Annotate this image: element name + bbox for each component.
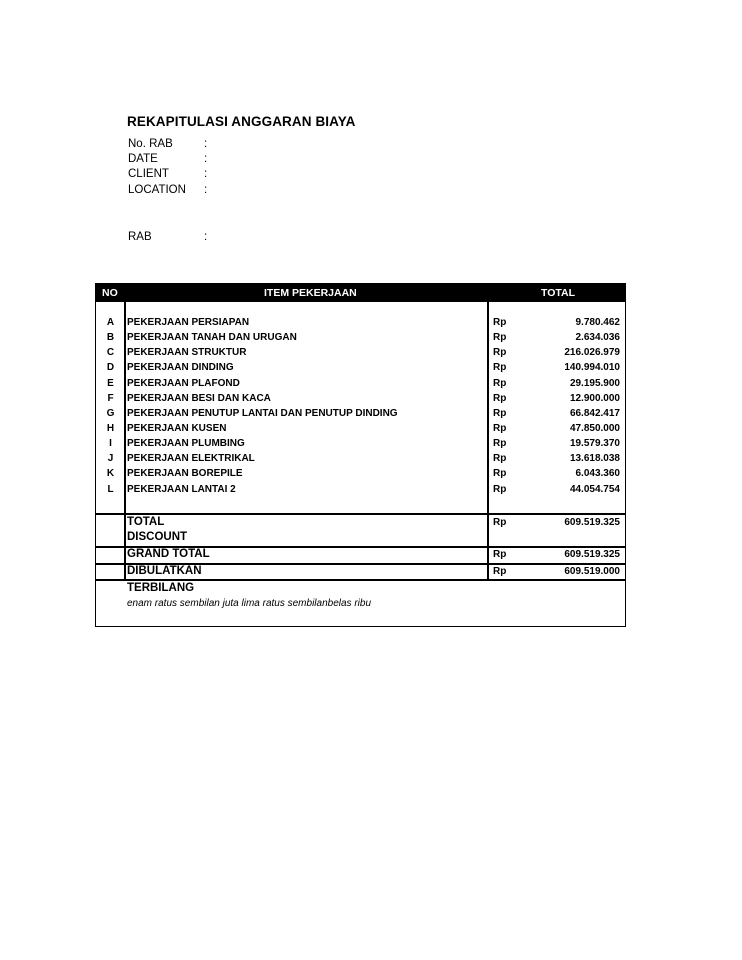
grand-total-currency: Rp: [493, 549, 507, 560]
meta-label: CLIENT: [128, 168, 169, 180]
header-no: NO: [102, 287, 118, 299]
in-words-label: TERBILANG: [127, 582, 195, 594]
row-name: PEKERJAAN BESI DAN KACA: [127, 393, 271, 404]
rounded-currency: Rp: [493, 566, 507, 577]
row-code: H: [106, 423, 115, 434]
grand-total-amount: 609.519.325: [564, 549, 620, 560]
row-amount: 12.900.000: [569, 393, 620, 404]
row-code: B: [106, 332, 115, 343]
row-amount: 140.994.010: [564, 362, 620, 373]
row-name: PEKERJAAN PENUTUP LANTAI DAN PENUTUP DINDING: [127, 408, 398, 419]
meta-colon: :: [204, 184, 208, 196]
row-code: C: [106, 347, 115, 358]
row-amount: 2.634.036: [575, 332, 620, 343]
divider-items-end: [96, 513, 625, 515]
row-currency: Rp: [493, 317, 507, 328]
row-amount: 9.780.462: [575, 317, 620, 328]
total-amount: 609.519.325: [564, 517, 620, 528]
row-name: PEKERJAAN PLAFOND: [127, 378, 240, 389]
table-row: [96, 408, 625, 423]
meta-colon: :: [204, 231, 208, 243]
row-code: A: [106, 317, 115, 328]
table-row: [96, 453, 625, 468]
row-amount: 6.043.360: [575, 468, 620, 479]
row-amount: 13.618.038: [569, 453, 620, 464]
table-row: [96, 347, 625, 362]
row-name: PEKERJAAN PLUMBING: [127, 438, 245, 449]
row-amount: 19.579.370: [569, 438, 620, 449]
table-row: [96, 332, 625, 347]
row-code: G: [106, 408, 115, 419]
meta-label: DATE: [128, 153, 158, 165]
total-label: TOTAL: [127, 516, 165, 528]
table-row: [96, 393, 625, 408]
row-currency: Rp: [493, 484, 507, 495]
row-code: I: [109, 438, 112, 449]
rounded-amount: 609.519.000: [564, 566, 620, 577]
row-name: PEKERJAAN ELEKTRIKAL: [127, 453, 255, 464]
meta-colon: :: [204, 138, 208, 150]
meta-colon: :: [204, 168, 208, 180]
meta-label: RAB: [128, 231, 152, 243]
meta-colon: :: [204, 153, 208, 165]
row-currency: Rp: [493, 362, 507, 373]
grand-total-label: GRAND TOTAL: [127, 548, 210, 560]
discount-label: DISCOUNT: [127, 531, 188, 543]
row-code: F: [107, 393, 114, 404]
table-row: [96, 438, 625, 453]
table-row: [96, 317, 625, 332]
meta-label: LOCATION: [128, 184, 186, 196]
header-item: ITEM PEKERJAAN: [264, 287, 357, 299]
table-header: [96, 284, 625, 302]
row-name: PEKERJAAN BOREPILE: [127, 468, 243, 479]
table-row: [96, 423, 625, 438]
row-code: D: [106, 362, 115, 373]
row-name: PEKERJAAN KUSEN: [127, 423, 227, 434]
row-amount: 66.842.417: [569, 408, 620, 419]
in-words-text: enam ratus sembilan juta lima ratus sembilanbelas ribu: [127, 598, 372, 609]
row-name: PEKERJAAN PERSIAPAN: [127, 317, 250, 328]
row-code: J: [107, 453, 114, 464]
row-amount: 29.195.900: [569, 378, 620, 389]
table-row: [96, 484, 625, 499]
total-currency: Rp: [493, 517, 507, 528]
row-currency: Rp: [493, 423, 507, 434]
meta-label: No. RAB: [128, 138, 173, 150]
row-amount: 47.850.000: [569, 423, 620, 434]
table-row: [96, 378, 625, 393]
row-currency: Rp: [493, 347, 507, 358]
row-name: PEKERJAAN TANAH DAN URUGAN: [127, 332, 297, 343]
row-name: PEKERJAAN LANTAI 2: [127, 484, 236, 495]
row-name: PEKERJAAN DINDING: [127, 362, 234, 373]
row-currency: Rp: [493, 468, 507, 479]
row-amount: 216.026.979: [564, 347, 620, 358]
row-currency: Rp: [493, 332, 507, 343]
table-row: [96, 362, 625, 377]
row-name: PEKERJAAN STRUKTUR: [127, 347, 247, 358]
row-code: L: [107, 484, 114, 495]
row-code: E: [107, 378, 114, 389]
recap-table: [95, 283, 626, 627]
row-currency: Rp: [493, 378, 507, 389]
row-currency: Rp: [493, 393, 507, 404]
row-code: K: [106, 468, 115, 479]
table-row: [96, 468, 625, 483]
row-currency: Rp: [493, 408, 507, 419]
row-currency: Rp: [493, 453, 507, 464]
rounded-label: DIBULATKAN: [127, 565, 202, 577]
row-amount: 44.054.754: [569, 484, 620, 495]
document-title: REKAPITULASI ANGGARAN BIAYA: [127, 114, 356, 129]
row-currency: Rp: [493, 438, 507, 449]
header-total: TOTAL: [541, 287, 576, 299]
divider-rounded-end: [96, 579, 625, 581]
